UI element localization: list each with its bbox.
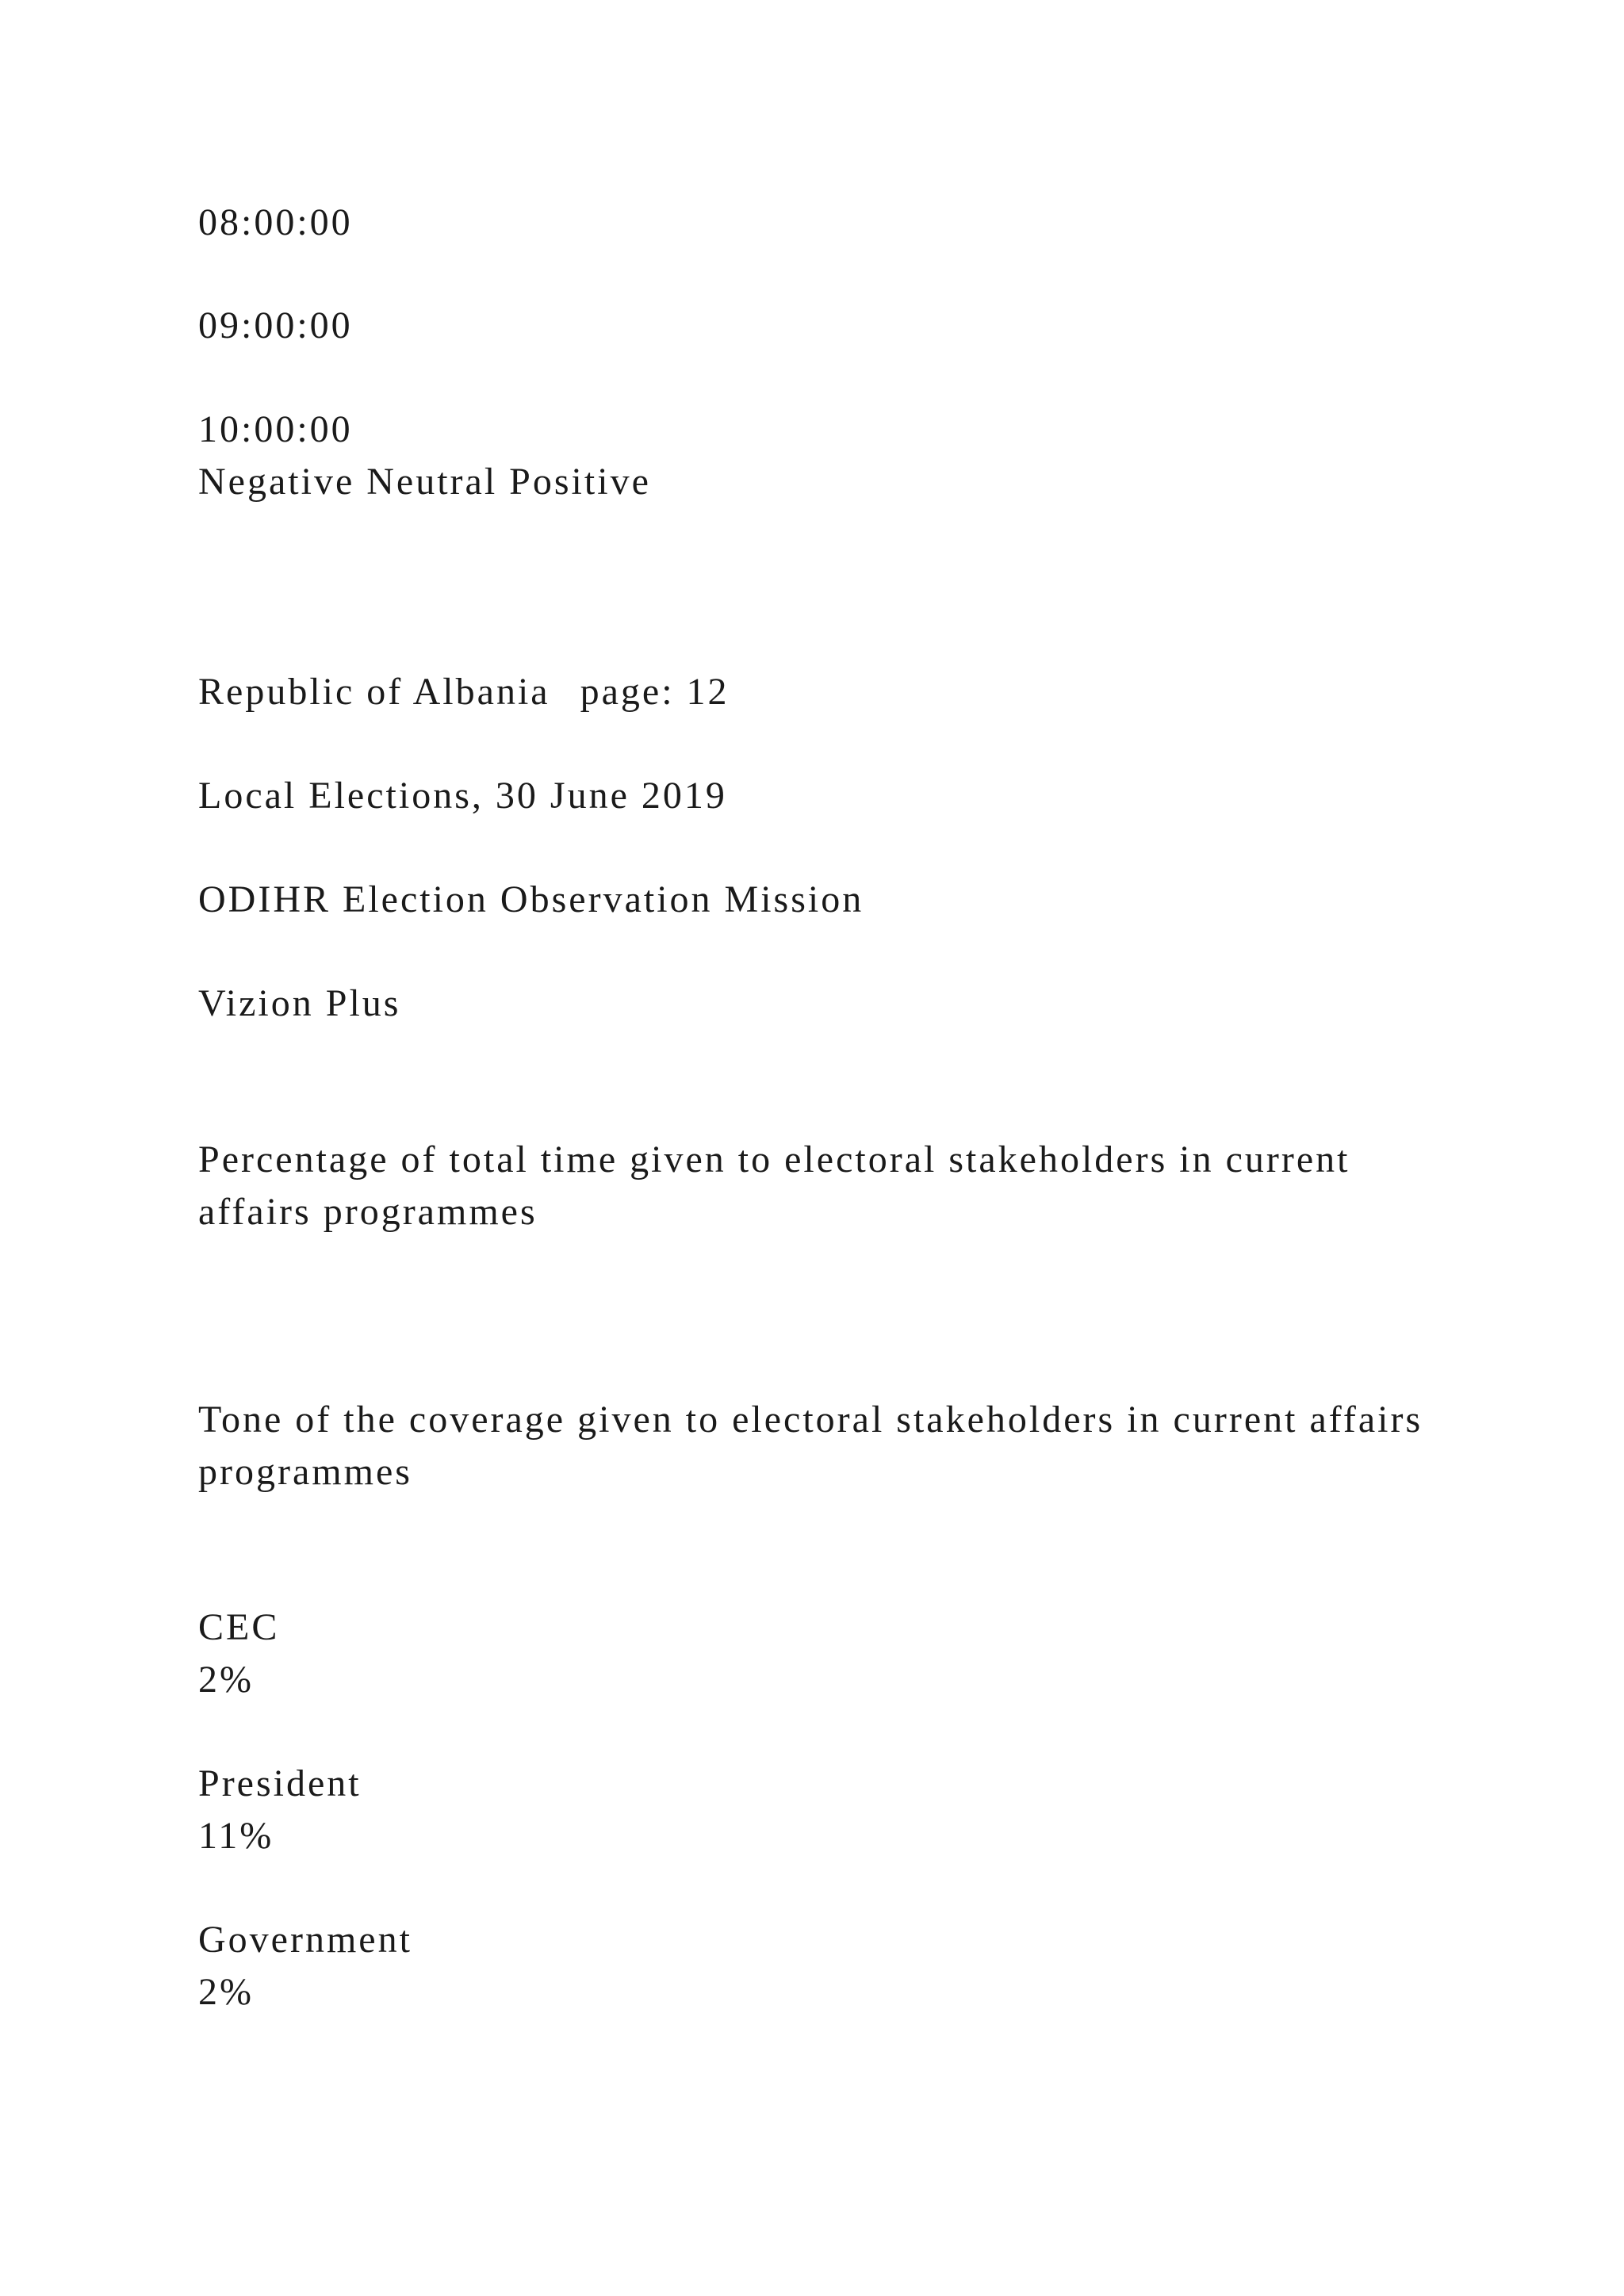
time-label-1: 08:00:00 [198, 201, 353, 243]
stakeholder-share-government: 2% [198, 1971, 254, 2013]
time-label-2: 09:00:00 [198, 304, 353, 346]
page-number: page: 12 [580, 671, 730, 713]
header-mission: ODIHR Election Observation Mission [198, 878, 864, 920]
stakeholder-share-cec: 2% [198, 1659, 254, 1701]
stakeholder-name-cec: CEC [198, 1606, 280, 1648]
stakeholder-name-government: Government [198, 1919, 412, 1961]
caption-tone: Tone of the coverage given to electoral stakeholders in current affairs programmes [198, 1399, 1423, 1493]
stakeholder-share-president: 11% [198, 1815, 274, 1857]
channel-name: Vizion Plus [198, 982, 401, 1024]
header-country: Republic of Albania [198, 671, 550, 713]
tone-legend: Negative Neutral Positive [198, 461, 651, 503]
header-country-page [198, 666, 730, 718]
header-election: Local Elections, 30 June 2019 [198, 775, 727, 817]
stakeholder-name-president: President [198, 1762, 362, 1804]
caption-time-share: Percentage of total time given to electoral stakeholders in current affairs programmes [198, 1138, 1350, 1233]
time-label-3: 10:00:00 [198, 408, 353, 450]
